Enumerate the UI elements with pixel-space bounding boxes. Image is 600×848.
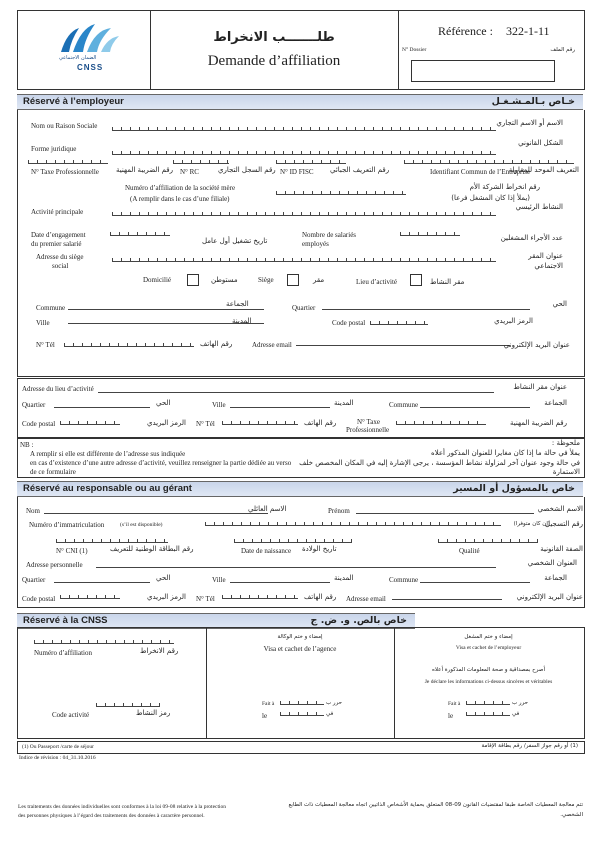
siege-opt-label-fr: Siège — [258, 276, 274, 284]
footnote-ar: (1) أو رقم جواز السفر/ رقم بطاقة الإقامة — [481, 743, 578, 749]
la-quartier-label-ar: الحي — [156, 399, 171, 407]
resp-qualite-field[interactable] — [438, 537, 538, 543]
date-label-ar: تاريخ تشغيل أول عامل — [202, 237, 268, 245]
resp-cp-field[interactable] — [60, 593, 120, 599]
lieu-label-ar: مقر النشاط — [430, 278, 465, 286]
responsable-header-ar: خاص بالمسؤول أو المسير — [453, 483, 575, 494]
legal-text-fr2: des personnes physiques à l’égard des traitements des données à caractère personnel. — [18, 813, 205, 819]
resp-prenom-field[interactable] — [356, 513, 534, 514]
nb-text-ar1: يملأ في حالة ما إذا كان مغايرا للعنوان المذكور أعلاه — [431, 449, 580, 457]
emp-email-field[interactable] — [296, 345, 510, 346]
la-cp-label-ar: الرمز البريدي — [147, 419, 186, 427]
mere-label-fr2: (A remplir dans le cas d’une filiale) — [130, 195, 230, 203]
cnss-employeur-label-fr: Visa et cachet de l’employeur — [455, 645, 522, 651]
cnss-code-field[interactable] — [96, 701, 160, 707]
nb-title-ar: ملحوظة : — [551, 439, 580, 447]
la-adresse-label-fr: Adresse du lieu d’activité — [22, 385, 94, 393]
resp-email-field[interactable] — [392, 599, 502, 600]
nb-text-ar3: الاستمارة — [552, 468, 580, 476]
cnss-declare-label-fr: Je déclare les informations ci-dessus sincères et véritables — [424, 679, 553, 685]
employer-header-fr: Réservé à l’employeur — [23, 96, 124, 107]
footnote-fr: (1) Ou Passeport /carte de séjour — [22, 744, 94, 750]
la-cp-field[interactable] — [60, 419, 120, 425]
resp-immat-note-fr: (s’il est disponible) — [120, 522, 163, 528]
responsable-header-fr: Réservé au responsable ou au gérant — [23, 483, 192, 494]
header-divider-left — [150, 10, 151, 89]
mere-label-ar2: (يملأ إذا كان المشغل فرعا) — [451, 194, 530, 202]
mere-label-fr1: Numéro d’affiliation de la société mère — [125, 184, 236, 192]
header-divider-right — [398, 10, 399, 89]
cnss-code-label-ar: رمز النشاط — [136, 709, 171, 717]
resp-nom-field[interactable] — [44, 513, 268, 514]
dossier-field[interactable] — [411, 60, 555, 82]
idfisc-label-ar: رقم التعريف الجبائي — [330, 166, 390, 174]
la-ville-label-fr: Ville — [212, 401, 226, 409]
la-taxe-label-ar: رقم الضريبة المهنية — [510, 419, 567, 427]
lieu-label-fr: Lieu d’activité — [356, 278, 398, 286]
la-adresse-field[interactable] — [98, 392, 494, 393]
siege-label-fr1: Adresse du siège — [36, 253, 84, 261]
nb-text-fr3: de ce formulaire — [30, 468, 76, 476]
cnss-declare-label-ar: أصرح بمصداقية و صحة المعلومات المذكورة أعلاه — [432, 667, 545, 673]
resp-prenom-label-fr: Prénom — [328, 507, 350, 515]
activite-label-ar: النشاط الرئيسي — [515, 203, 563, 211]
la-tel-label-fr: N° Tél — [196, 420, 215, 428]
resp-naissance-label-fr: Date de naissance — [241, 547, 292, 555]
emp-ville-label-fr: Ville — [36, 319, 50, 327]
emp-commune-label-ar: الجماعة — [226, 300, 249, 308]
taxe-label-fr: N° Taxe Professionnelle — [31, 168, 99, 176]
rc-field[interactable] — [173, 158, 229, 164]
siege-opt-label-ar: مقر — [313, 276, 325, 284]
siege-label-fr2: social — [52, 262, 69, 270]
forme-field[interactable] — [112, 148, 496, 155]
resp-commune-label-fr: Commune — [389, 576, 419, 584]
emp-cp-label-fr: Code postal — [332, 319, 366, 327]
title-french: Demande d’affiliation — [207, 53, 341, 69]
lieu-checkbox[interactable] — [410, 274, 422, 286]
la-ville-label-ar: المدينة — [334, 399, 354, 407]
nb-text-fr1: A remplir si elle est différente de l’adresse sus indiquée — [30, 450, 186, 458]
cnss-logo-icon — [55, 22, 125, 56]
nb-text-fr2: en cas d’existence d’une autre adresse d’activité, veuillez renseigner la partie dédiée au verso — [30, 459, 292, 467]
resp-ville-label-fr: Ville — [212, 576, 226, 584]
resp-cni-label-fr: N° CNI (1) — [56, 547, 88, 555]
resp-cni-label-ar: رقم البطاقة الوطنية للتعريف — [110, 545, 194, 553]
resp-commune-label-ar: الجماعة — [544, 574, 567, 582]
nb-frame — [17, 438, 585, 478]
emp-tel-label-ar: رقم الهاتف — [200, 340, 233, 348]
resp-cp-label-fr: Code postal — [22, 595, 56, 603]
la-commune-label-fr: Commune — [389, 401, 419, 409]
emp-commune-field[interactable] — [68, 309, 264, 310]
dossier-label-ar: رقم الملف — [550, 47, 575, 53]
la-tel-label-ar: رقم الهاتف — [304, 419, 337, 427]
emp-quartier-label-ar: الحي — [552, 300, 567, 308]
cnss-header-fr: Réservé à la CNSS — [23, 615, 108, 626]
legal-text-ar2: الشخصي. — [560, 812, 583, 818]
emp-fait-label-ar: حرر ب — [512, 700, 529, 706]
logo-arabic: الضمان الاجتماعي — [59, 55, 97, 61]
emp-le-field[interactable] — [466, 711, 510, 716]
resp-immat-note-ar: (إن كان متوفرا) — [513, 521, 550, 527]
domicilie-checkbox[interactable] — [187, 274, 199, 286]
resp-cp-label-ar: الرمز البريدي — [147, 593, 186, 601]
emp-fait-label-fr: Fait à — [448, 701, 461, 707]
activite-label-fr: Activité principale — [31, 208, 84, 216]
la-commune-field[interactable] — [420, 407, 530, 408]
idfisc-field[interactable] — [276, 158, 346, 164]
resp-quartier-label-ar: الحي — [156, 574, 171, 582]
resp-tel-label-ar: رقم الهاتف — [304, 593, 337, 601]
resp-nom-label-fr: Nom — [26, 507, 40, 515]
resp-immat-label-ar: رقم التسجيل — [545, 520, 583, 528]
emp-fait-field[interactable] — [466, 700, 510, 705]
resp-email-label-fr: Adresse email — [346, 595, 386, 603]
nb-label-fr1: Nombre de salariés — [302, 231, 357, 239]
agence-fait-label-fr: Fait à — [262, 701, 275, 707]
siege-checkbox[interactable] — [287, 274, 299, 286]
resp-prenom-label-ar: الاسم الشخصي — [537, 505, 583, 513]
resp-commune-field[interactable] — [420, 582, 530, 583]
domicilie-label-ar: مستوطن — [211, 276, 238, 284]
cnss-logo — [55, 22, 125, 77]
la-adresse-label-ar: عنوان مقر النشاط — [513, 383, 567, 391]
date-label-fr1: Date d’engagement — [31, 231, 86, 239]
emp-email-label-ar: عنوان البريد الإلكتروني — [503, 341, 570, 349]
cnss-employeur-label-ar: إمضاء و ختم المشغل — [464, 634, 513, 640]
resp-quartier-label-fr: Quartier — [22, 576, 46, 584]
cnss-affiliation-label-fr: Numéro d’affiliation — [34, 649, 92, 657]
activite-field[interactable] — [112, 210, 496, 216]
resp-qualite-label-ar: الصفة القانونية — [540, 545, 583, 553]
reference-label: Référence : — [438, 24, 493, 38]
rc-label-ar: رقم السجل التجاري — [218, 166, 276, 174]
la-ville-field[interactable] — [230, 407, 330, 408]
cnss-agence-label-fr: Visa et cachet de l’agence — [263, 645, 337, 653]
cnss-affiliation-field[interactable] — [34, 638, 174, 644]
emp-le-label-ar: في — [512, 711, 520, 717]
date-field[interactable] — [110, 230, 170, 236]
resp-adresse-field[interactable] — [96, 567, 496, 568]
emp-cp-label-ar: الرمز البريدي — [494, 317, 533, 325]
idfisc-label-fr: N° ID FISC — [280, 168, 314, 176]
rc-label-fr: N° RC — [180, 168, 199, 176]
ice-label-fr: Identifiant Commun de l’Entreprise — [430, 168, 531, 176]
agence-le-field[interactable] — [280, 711, 324, 716]
emp-commune-label-fr: Commune — [36, 304, 66, 312]
resp-immat-label-fr: Numéro d’immatriculation — [29, 521, 105, 529]
emp-tel-field[interactable] — [64, 341, 194, 347]
resp-tel-label-fr: N° Tél — [196, 595, 215, 603]
cnss-employeur-signature-area[interactable] — [400, 656, 576, 664]
mere-label-ar1: رقم انخراط الشركة الأم — [469, 183, 540, 191]
resp-tel-field[interactable] — [222, 593, 298, 599]
cnss-header-ar: خاص بالص. و. ض. ج — [310, 615, 407, 626]
lieu-activite-frame — [17, 378, 585, 438]
resp-naissance-label-ar: تاريخ الولادة — [302, 545, 337, 553]
la-quartier-field[interactable] — [54, 407, 150, 408]
resp-ville-field[interactable] — [230, 582, 330, 583]
revision-index: Indice de révision : 04_31.10.2016 — [19, 755, 96, 761]
nb-field[interactable] — [400, 230, 460, 236]
resp-qualite-label-fr: Qualité — [459, 547, 480, 555]
domicilie-label-fr: Domicilié — [143, 276, 171, 284]
nb-title-fr: NB : — [20, 441, 34, 449]
siege-label-ar1: عنوان المقر — [528, 252, 563, 260]
la-commune-label-ar: الجماعة — [544, 399, 567, 407]
cnss-divider-1 — [206, 627, 207, 738]
resp-ville-label-ar: المدينة — [334, 574, 354, 582]
resp-adresse-label-fr: Adresse personnelle — [26, 561, 83, 569]
resp-adresse-label-ar: العنوان الشخصي — [527, 559, 577, 567]
responsable-section-header — [17, 481, 583, 497]
resp-email-label-ar: عنوان البريد الإلكتروني — [516, 593, 583, 601]
mere-field[interactable] — [276, 189, 406, 195]
employer-header-ar: خـاص بـالمـشـغـل — [491, 96, 575, 107]
agence-le-label-fr: le — [262, 712, 268, 720]
emp-email-label-fr: Adresse email — [252, 341, 292, 349]
emp-le-label-fr: le — [448, 712, 454, 720]
emp-quartier-label-fr: Quartier — [292, 304, 316, 312]
resp-cni-field[interactable] — [56, 537, 168, 543]
cnss-agence-label-ar: إمضاء و ختم الوكالة — [277, 634, 323, 640]
nb-label-ar: عدد الأجراء المشغلين — [500, 234, 563, 242]
logo-text: CNSS — [77, 63, 104, 72]
la-taxe-field[interactable] — [396, 419, 486, 425]
nom-label-fr: Nom ou Raison Sociale — [31, 122, 98, 130]
la-cp-label-fr: Code postal — [22, 420, 56, 428]
cnss-agence-signature-area[interactable] — [212, 658, 388, 696]
agence-fait-field[interactable] — [280, 700, 324, 705]
legal-text-ar1: تتم معالجة المعطيات الخاصة طبقا لمقتضيات القانون 09-08 المتعلق بحماية الأشخاص الذاتيين اتجاه معالجة المعطيات ذات الطابع — [288, 802, 583, 808]
emp-ville-label-ar: المدينة — [232, 317, 252, 325]
forme-label-ar: الشكل القانوني — [518, 139, 563, 147]
reference-value: 322-1-11 — [506, 24, 550, 38]
agence-le-label-ar: في — [326, 711, 334, 717]
siege-label-ar2: الاجتماعي — [534, 262, 563, 270]
nom-field[interactable] — [112, 124, 496, 131]
nom-label-ar: الاسم أو الاسم التجاري — [496, 119, 563, 127]
la-tel-field[interactable] — [222, 419, 298, 425]
la-taxe-label-fr2: Professionnelle — [346, 426, 390, 434]
emp-tel-label-fr: N° Tél — [36, 341, 55, 349]
resp-quartier-field[interactable] — [54, 582, 150, 583]
emp-cp-field[interactable] — [370, 319, 428, 325]
resp-naissance-field[interactable] — [234, 537, 352, 543]
employer-section-header — [17, 94, 583, 110]
forme-label-fr: Forme juridique — [31, 145, 77, 153]
date-label-fr2: du premier salarié — [31, 240, 82, 248]
la-quartier-label-fr: Quartier — [22, 401, 46, 409]
dossier-label-fr: N° Dossier — [402, 47, 427, 53]
resp-immat-field[interactable] — [205, 520, 501, 526]
ice-field[interactable] — [404, 158, 574, 164]
cnss-code-label-fr: Code activité — [52, 711, 90, 719]
taxe-label-ar: رقم الضريبة المهنية — [116, 166, 173, 174]
nb-label-fr2: employés — [302, 240, 329, 248]
emp-quartier-field[interactable] — [322, 309, 530, 310]
la-taxe-label-fr1: N° Taxe — [357, 418, 380, 426]
legal-text-fr1: Les traitements des données individuelles sont conformes à la loi 09-08 relative à la protection — [18, 804, 227, 810]
ice-label-ar: التعريف الموحد للمقاولة — [508, 166, 579, 174]
title-arabic: طلـــــــب الانخراط — [213, 30, 335, 45]
nb-text-ar2: في حالة وجود عنوان آخر لمزاولة نشاط المؤسسة ، يرجى الإشارة إليه في المكان المخصص خلف — [299, 459, 580, 467]
taxe-field[interactable] — [28, 158, 108, 164]
siege-field[interactable] — [112, 256, 496, 262]
resp-nom-label-ar: الاسم العائلي — [248, 505, 287, 513]
agence-fait-label-ar: حرر ب — [326, 700, 343, 706]
cnss-affiliation-label-ar: رقم الانخراط — [140, 647, 179, 655]
